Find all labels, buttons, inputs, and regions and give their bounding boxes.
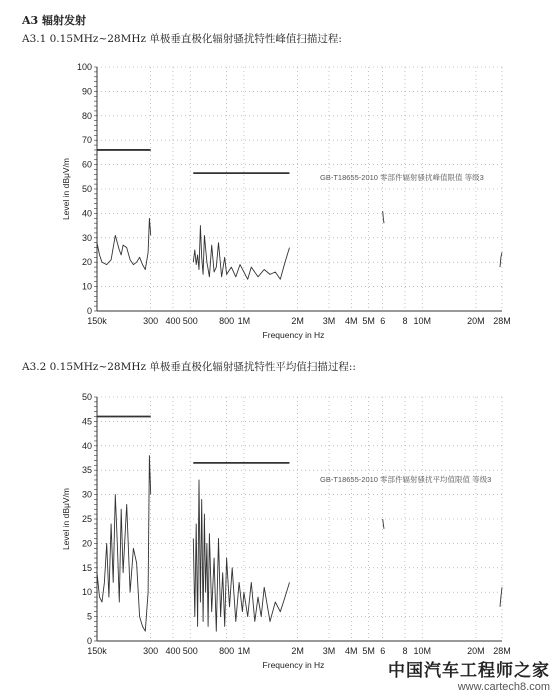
x-tick-label: 10M — [413, 316, 432, 326]
x-tick-label: 2M — [291, 646, 304, 656]
y-axis-title: Level in dBμV/m — [61, 157, 71, 221]
x-tick-label: 150k — [87, 316, 107, 326]
x-tick-label: 8 — [402, 316, 408, 326]
trace-segment — [97, 218, 151, 269]
x-tick-label: 150k — [87, 646, 107, 656]
x-tick-label: 500 — [182, 316, 198, 326]
x-tick-label: 1M — [237, 316, 251, 326]
x-tick-label: 400 — [165, 646, 181, 656]
y-tick-label: 0 — [86, 306, 92, 316]
limit-annotation: GB-T18655-2010 零部件辐射骚扰平均值限值 等级3 — [320, 475, 492, 484]
x-tick-label: 6 — [380, 316, 386, 326]
x-tick-label: 5M — [362, 646, 375, 656]
y-tick-label: 35 — [81, 465, 92, 476]
y-axis-title: Level in dBμV/m — [61, 487, 71, 551]
chart-2-subtitle: A3.2 0.15MHz~28MHz 单极垂直极化辐射骚扰特性平均值扫描过程:: — [22, 361, 356, 373]
y-tick-label: 5 — [86, 611, 92, 622]
x-tick-label: 1M — [237, 646, 251, 656]
x-tick-label: 5M — [362, 316, 375, 326]
section-title: A3 辐射发射 — [22, 14, 87, 27]
y-tick-label: 0 — [86, 636, 92, 646]
y-tick-label: 60 — [81, 159, 92, 170]
limit-annotation: GB-T18655-2010 零部件辐射骚扰峰值限值 等级3 — [320, 173, 484, 182]
x-axis-title: Frequency in Hz — [262, 330, 325, 340]
y-tick-label: 15 — [81, 562, 92, 573]
watermark — [388, 656, 550, 693]
y-tick-label: 25 — [81, 514, 92, 524]
x-tick-label: 3M — [322, 646, 336, 656]
trace-segment — [193, 480, 289, 631]
y-tick-label: 40 — [81, 208, 92, 219]
x-tick-label: 800 — [219, 646, 235, 656]
y-tick-label: 10 — [81, 587, 92, 598]
y-tick-label: 50 — [81, 392, 92, 402]
y-tick-label: 50 — [81, 184, 92, 194]
x-tick-label: 2M — [291, 316, 304, 326]
y-tick-label: 80 — [81, 110, 92, 121]
x-tick-label: 3M — [322, 316, 336, 326]
y-tick-label: 45 — [81, 416, 92, 427]
x-tick-label: 300 — [143, 316, 159, 326]
x-axis-title: Frequency in Hz — [262, 660, 325, 670]
y-tick-label: 30 — [81, 232, 92, 243]
x-tick-label: 20M — [467, 316, 485, 326]
chart-1-subtitle: A3.1 0.15MHz~28MHz 单极垂直极化辐射骚扰特性峰值扫描过程: — [22, 33, 342, 45]
x-tick-label: 500 — [182, 646, 198, 656]
peak-scan-chart — [0, 45, 554, 365]
trace-segment — [383, 519, 384, 529]
x-tick-label: 4M — [345, 316, 358, 326]
x-tick-label: 6 — [380, 646, 386, 656]
y-tick-label: 20 — [81, 257, 92, 268]
y-tick-label: 30 — [81, 489, 92, 500]
y-tick-label: 10 — [81, 281, 92, 292]
x-tick-label: 28M — [493, 646, 511, 656]
average-scan-chart — [0, 375, 554, 675]
watermark-title: 中国汽车工程师之家 — [388, 661, 550, 681]
x-tick-label: 4M — [345, 646, 358, 656]
x-tick-label: 8 — [402, 646, 408, 656]
y-tick-label: 20 — [81, 538, 92, 549]
x-tick-label: 300 — [143, 646, 159, 656]
y-tick-label: 40 — [81, 440, 92, 451]
y-tick-label: 90 — [81, 86, 92, 97]
x-tick-label: 28M — [493, 316, 511, 326]
trace-segment — [383, 211, 384, 223]
y-tick-label: 70 — [81, 135, 92, 146]
x-tick-label: 20M — [467, 646, 485, 656]
x-tick-label: 400 — [165, 316, 181, 326]
y-tick-label: 100 — [76, 62, 92, 72]
trace-segment — [193, 226, 289, 280]
x-tick-label: 800 — [219, 316, 235, 326]
watermark-url: www.cartech8.com — [457, 681, 550, 693]
x-tick-label: 10M — [413, 646, 432, 656]
